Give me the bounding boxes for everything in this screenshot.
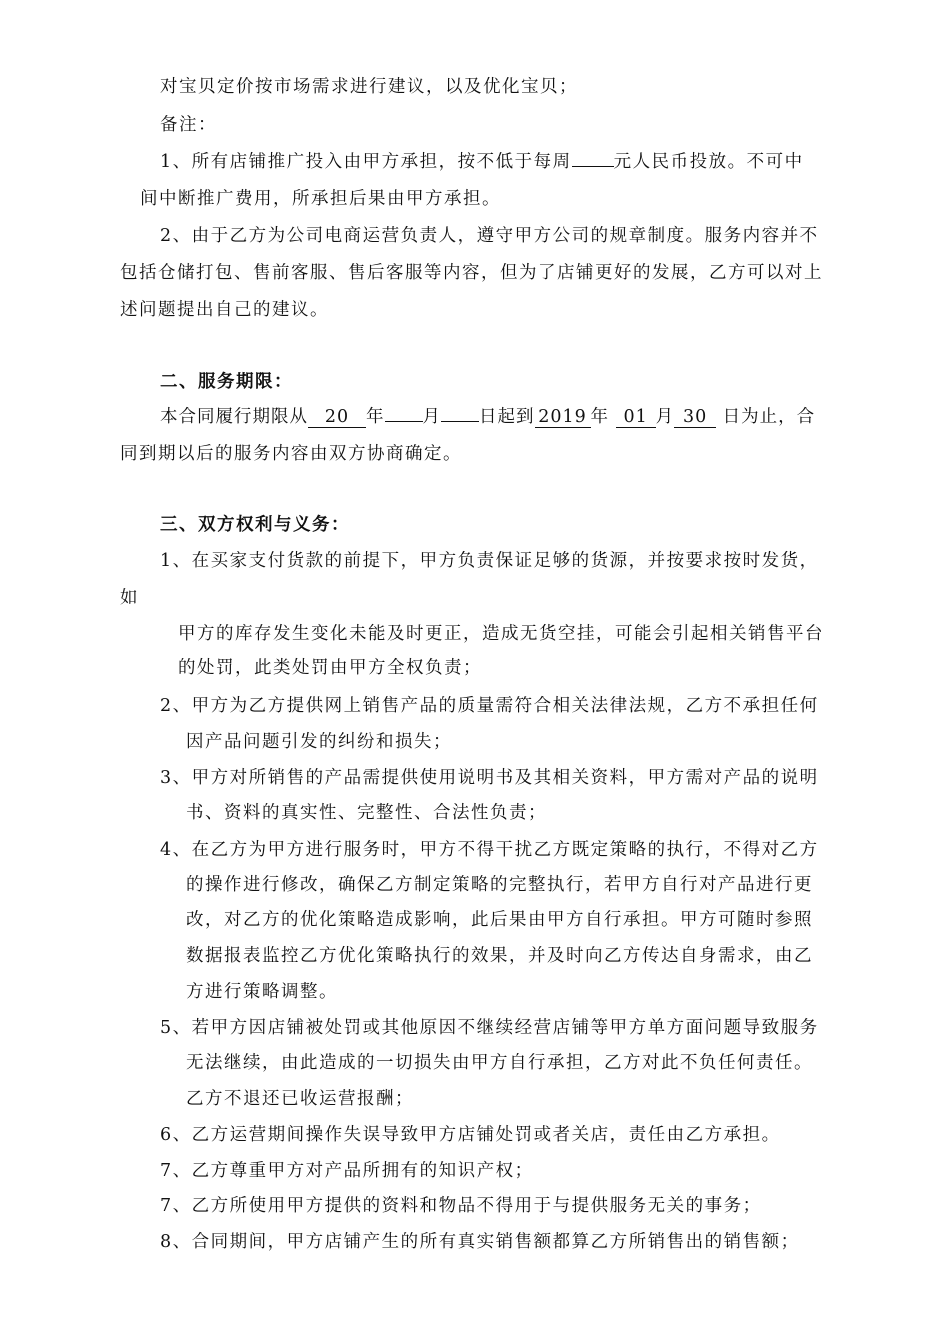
item-4-line: 数据报表监控乙方优化策略执行的效果，并及时向乙方传达自身需求，由乙: [186, 946, 813, 966]
end-month-value: 01: [616, 407, 656, 428]
item-1-line: 1、在买家支付货款的前提下，甲方负责保证足够的货源，并按要求按时发货，: [160, 551, 819, 571]
note-1-line: 间中断推广费用，所承担后果由甲方承担。: [140, 189, 501, 209]
end-year-value: 2019: [535, 407, 591, 428]
month-label: 月: [422, 407, 441, 427]
item-1-line: 的处罚，此类处罚由甲方全权负责；: [178, 658, 482, 678]
year-label: 年: [366, 407, 385, 427]
note-2-line: 2、由于乙方为公司电商运营负责人，遵守甲方公司的规章制度。服务内容并不: [160, 226, 819, 246]
section-2-heading: 二、服务期限：: [160, 372, 293, 392]
term-line: [160, 405, 815, 429]
item-1-line: 甲方的库存发生变化未能及时更正，造成无货空挂，可能会引起相关销售平台: [178, 624, 824, 644]
item-2-line: 因产品问题引发的纠纷和损失；: [186, 732, 452, 752]
section-3-heading: 三、双方权利与义务：: [160, 515, 350, 535]
item-5-line: 无法继续，由此造成的一切损失由甲方自行承担，乙方对此不负任何责任。: [186, 1053, 813, 1073]
item-7-line: 7、乙方尊重甲方对产品所拥有的知识产权；: [160, 1161, 534, 1181]
item-1-line: 如: [120, 588, 139, 608]
item-4-line: 方进行策略调整。: [186, 982, 338, 1002]
intro-line: 对宝贝定价按市场需求进行建议，以及优化宝贝；: [160, 77, 578, 97]
weekly-amount-blank: [572, 166, 614, 167]
item-3-line: 3、甲方对所销售的产品需提供使用说明书及其相关资料，甲方需对产品的说明: [160, 768, 819, 788]
note-2-line: 包括仓储打包、售前客服、售后客服等内容，但为了店铺更好的发展，乙方可以对上: [120, 263, 823, 283]
note-1-text-a: 1、所有店铺推广投入由甲方承担，按不低于每周: [160, 152, 572, 172]
item-3-line: 书、资料的真实性、完整性、合法性负责；: [186, 803, 547, 823]
term-suffix: 日为止，合: [722, 407, 816, 427]
term-line-2: 同到期以后的服务内容由双方协商确定。: [120, 444, 462, 464]
item-5-line: 乙方不退还已收运营报酬；: [186, 1089, 414, 1109]
item-4-line: 4、在乙方为甲方进行服务时，甲方不得干扰乙方既定策略的执行，不得对乙方: [160, 840, 819, 860]
item-4-line: 的操作进行修改，确保乙方制定策略的完整执行，若甲方自行对产品进行更: [186, 875, 813, 895]
note-2-line: 述问题提出自己的建议。: [120, 300, 329, 320]
day-start-label: 日起到: [479, 407, 535, 427]
item-7b-line: 7、乙方所使用甲方提供的资料和物品不得用于与提供服务无关的事务；: [160, 1196, 762, 1216]
note-1-line: [160, 150, 804, 174]
item-6-line: 6、乙方运营期间操作失误导致甲方店铺处罚或者关店，责任由乙方承担。: [160, 1125, 781, 1145]
item-4-line: 改，对乙方的优化策略造成影响，此后果由甲方自行承担。甲方可随时参照: [186, 910, 813, 930]
start-month-blank: [385, 421, 423, 422]
end-day-value: 30: [674, 407, 716, 428]
item-5-line: 5、若甲方因店铺被处罚或其他原因不继续经营店铺等甲方单方面问题导致服务: [160, 1018, 819, 1038]
term-prefix: 本合同履行期限从: [160, 407, 308, 427]
end-year-label: 年: [590, 407, 609, 427]
note-1-text-b: 元人民币投放。不可中: [613, 152, 804, 172]
note-label: 备注：: [160, 115, 217, 135]
start-day-blank: [441, 421, 479, 422]
end-month-label: 月: [655, 407, 675, 427]
item-2-line: 2、甲方为乙方提供网上销售产品的质量需符合相关法律法规，乙方不承担任何: [160, 696, 819, 716]
item-8-line: 8、合同期间，甲方店铺产生的所有真实销售额都算乙方所销售出的销售额；: [160, 1232, 800, 1252]
start-year-value: 20: [308, 407, 366, 428]
